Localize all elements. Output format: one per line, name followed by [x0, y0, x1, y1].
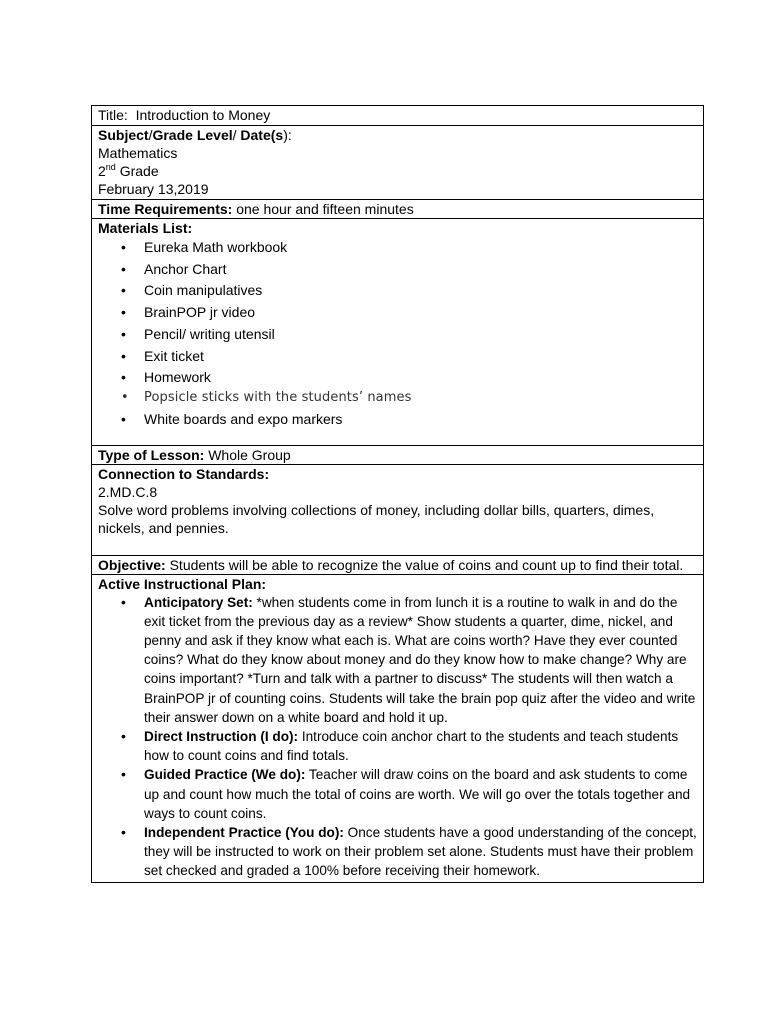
lesson-type-label: Type of Lesson: — [98, 446, 205, 463]
time-row — [92, 199, 703, 218]
plan-label: Active Instructional Plan: — [98, 575, 267, 592]
standards-code: 2.MD.C.8 — [98, 483, 158, 500]
objective-row — [92, 555, 703, 574]
list-item: • Direct Instruction (I do): Introduce coin anchor chart to the students and teach students how to count coins and find totals. — [98, 727, 697, 765]
instructional-plan-row — [92, 574, 703, 882]
title-row — [92, 106, 703, 125]
list-item: • BrainPOP jr video — [98, 302, 697, 324]
time-label: Time Requirements: — [98, 201, 233, 217]
objective-text: Students will be able to recognize the value of coins and count up to find their total. — [165, 556, 684, 573]
list-item: • Independent Practice (You do): Once students have a good understanding of the concept, they will be instructed to work on their problem set alone. Students must have their problem set checked and graded a 100% before receiving their homework. — [98, 823, 697, 881]
objective-label: Objective: — [98, 556, 166, 573]
plan-list — [98, 593, 697, 881]
lesson-plan-table — [91, 105, 704, 883]
standards-label: Connection to Standards: — [98, 465, 270, 482]
time-value: one hour and fifteen minutes — [232, 201, 414, 217]
standards-text: Solve word problems involving collections of money, including dollar bills, quarters, dimes, nickels, and pennies. — [98, 501, 655, 536]
materials-row — [92, 218, 703, 445]
list-item: • Exit ticket — [98, 346, 697, 368]
lesson-type-value: Whole Group — [204, 446, 291, 463]
subject-label: Subject/Grade Level/ Date(s): — [98, 127, 292, 143]
subject-row — [92, 125, 703, 199]
list-item: • Anticipatory Set: *when students come in from lunch it is a routine to walk in and do the exit ticket from the previous day as a review* Show students a quarter, dime, nickel, and penny and ask if they know what each is. What are coins worth? Have they ever counted coins? What do they know about money and do they know how to make change? Why are coins important? *Turn and talk with a partner to discuss* The students will then watch a BrainPOP jr of counting coins. Students will take the brain pop quiz after the video and write their answer down on a white board and hold it up. — [98, 593, 697, 727]
materials-list — [98, 237, 697, 431]
date-value: February 13,2019 — [98, 181, 209, 197]
list-item: • Popsicle sticks with the students’ names — [98, 387, 697, 409]
title-label: Title: — [98, 107, 128, 123]
standards-row — [92, 464, 703, 555]
lesson-type-row — [92, 445, 703, 464]
list-item: • White boards and expo markers — [98, 409, 697, 431]
list-item: • Eureka Math workbook — [98, 237, 697, 259]
list-item: • Guided Practice (We do): Teacher will draw coins on the board and ask students to come up and count how much the total of coins are worth. We will go over the totals together and ways to count coins. — [98, 765, 697, 823]
materials-label: Materials List: — [98, 220, 193, 236]
title-value: Introduction to Money — [135, 107, 271, 123]
list-item: • Homework — [98, 367, 697, 387]
list-item: • Anchor Chart — [98, 259, 697, 281]
list-item: • Pencil/ writing utensil — [98, 324, 697, 346]
list-item: • Coin manipulatives — [98, 280, 697, 302]
subject-value: Mathematics — [98, 145, 178, 161]
grade-value: 2nd Grade — [98, 162, 159, 179]
